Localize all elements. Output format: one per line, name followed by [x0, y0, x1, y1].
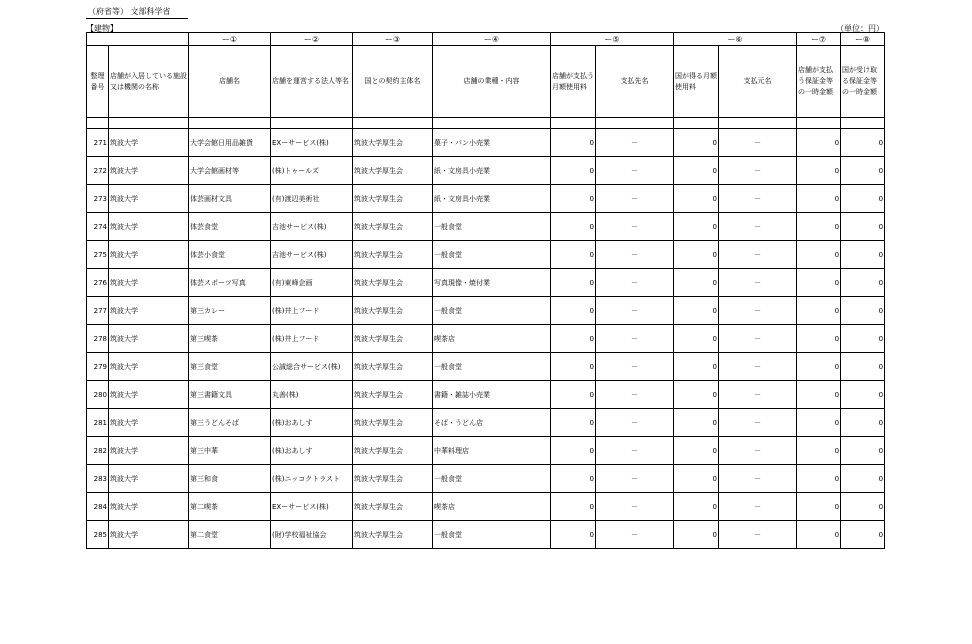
table-row	[87, 465, 885, 493]
deposit-cell: 0	[797, 521, 841, 549]
header-gov-monthly-fee: 国が得る月額使用料	[674, 46, 719, 118]
shop-name-cell: 第三喫茶	[189, 325, 271, 353]
gov-deposit-cell: 0	[841, 325, 885, 353]
gov-deposit-cell: 0	[841, 493, 885, 521]
payer-cell: －	[719, 157, 797, 185]
business-cell: 一般食堂	[433, 241, 551, 269]
payer-cell: －	[719, 213, 797, 241]
ministry-underline	[86, 18, 188, 19]
operator-cell: 公誠総合サービス(株)	[271, 353, 353, 381]
operator-cell: (財)学校福祉協会	[271, 521, 353, 549]
operator-cell: (株)おあしす	[271, 409, 353, 437]
table-row	[87, 213, 885, 241]
contract-party-cell: 筑波大学厚生会	[353, 157, 433, 185]
payee-cell: －	[596, 269, 674, 297]
gov-monthly-fee-cell: 0	[674, 241, 719, 269]
deposit-cell: 0	[797, 157, 841, 185]
payer-cell: －	[719, 409, 797, 437]
gov-deposit-cell: 0	[841, 129, 885, 157]
monthly-fee-cell: 0	[551, 269, 596, 297]
monthly-fee-cell: 0	[551, 213, 596, 241]
gov-deposit-cell: 0	[841, 521, 885, 549]
store-table	[86, 32, 885, 549]
payer-cell: －	[719, 465, 797, 493]
contract-party-cell: 筑波大学厚生会	[353, 353, 433, 381]
serial-no-cell: 275	[87, 241, 109, 269]
gov-deposit-cell: 0	[841, 353, 885, 381]
payee-cell: －	[596, 381, 674, 409]
header-shop-name: 店舗名	[189, 46, 271, 118]
table-row	[87, 185, 885, 213]
header-payer: 支払元名	[719, 46, 797, 118]
monthly-fee-cell: 0	[551, 185, 596, 213]
payee-cell: －	[596, 437, 674, 465]
contract-party-cell: 筑波大学厚生会	[353, 409, 433, 437]
operator-cell: (株)井上フード	[271, 297, 353, 325]
header-contract-party: 国との契約主体名	[353, 46, 433, 118]
business-cell: 喫茶店	[433, 493, 551, 521]
contract-party-cell: 筑波大学厚生会	[353, 129, 433, 157]
serial-no-cell: 283	[87, 465, 109, 493]
facility-cell: 筑波大学	[109, 213, 189, 241]
business-cell: 中華料理店	[433, 437, 551, 465]
operator-cell: 吉池サービス(株)	[271, 241, 353, 269]
payer-cell: －	[719, 493, 797, 521]
payee-cell: －	[596, 465, 674, 493]
shop-name-cell: 第三カレー	[189, 297, 271, 325]
gov-monthly-fee-cell: 0	[674, 325, 719, 353]
table-row	[87, 241, 885, 269]
serial-no-cell: 278	[87, 325, 109, 353]
contract-party-cell: 筑波大学厚生会	[353, 521, 433, 549]
contract-party-cell: 筑波大学厚生会	[353, 381, 433, 409]
gov-deposit-cell: 0	[841, 213, 885, 241]
shop-name-cell: 第三食堂	[189, 353, 271, 381]
payer-cell: －	[719, 437, 797, 465]
header-payee: 支払先名	[596, 46, 674, 118]
operator-cell: (株)井上フード	[271, 325, 353, 353]
serial-no-cell: 279	[87, 353, 109, 381]
gov-deposit-cell: 0	[841, 157, 885, 185]
gov-monthly-fee-cell: 0	[674, 185, 719, 213]
gov-monthly-fee-cell: 0	[674, 381, 719, 409]
gov-monthly-fee-cell: 0	[674, 521, 719, 549]
gov-monthly-fee-cell: 0	[674, 129, 719, 157]
gov-deposit-cell: 0	[841, 465, 885, 493]
gov-deposit-cell: 0	[841, 381, 885, 409]
payer-cell: －	[719, 353, 797, 381]
business-cell: 一般食堂	[433, 521, 551, 549]
column-number-1: ー①	[189, 33, 271, 46]
monthly-fee-cell: 0	[551, 297, 596, 325]
business-cell: 紙・文房具小売業	[433, 157, 551, 185]
column-label-row	[87, 46, 885, 118]
gov-monthly-fee-cell: 0	[674, 353, 719, 381]
deposit-cell: 0	[797, 437, 841, 465]
facility-cell: 筑波大学	[109, 437, 189, 465]
business-cell: 喫茶店	[433, 325, 551, 353]
shop-name-cell: 第二食堂	[189, 521, 271, 549]
payer-cell: －	[719, 241, 797, 269]
business-cell: 一般食堂	[433, 297, 551, 325]
business-cell: 一般食堂	[433, 353, 551, 381]
column-number-2: ー②	[271, 33, 353, 46]
serial-no-cell: 273	[87, 185, 109, 213]
operator-cell: 丸善(株)	[271, 381, 353, 409]
operator-cell: (株)おあしす	[271, 437, 353, 465]
gov-monthly-fee-cell: 0	[674, 493, 719, 521]
serial-no-cell: 276	[87, 269, 109, 297]
deposit-cell: 0	[797, 465, 841, 493]
table-row	[87, 353, 885, 381]
payee-cell: －	[596, 185, 674, 213]
contract-party-cell: 筑波大学厚生会	[353, 465, 433, 493]
payee-cell: －	[596, 521, 674, 549]
business-cell: そば・うどん店	[433, 409, 551, 437]
gov-deposit-cell: 0	[841, 269, 885, 297]
column-number-3: ー③	[353, 33, 433, 46]
monthly-fee-cell: 0	[551, 241, 596, 269]
monthly-fee-cell: 0	[551, 437, 596, 465]
header-blank-cell	[87, 33, 189, 46]
facility-cell: 筑波大学	[109, 185, 189, 213]
table-row	[87, 437, 885, 465]
monthly-fee-cell: 0	[551, 129, 596, 157]
contract-party-cell: 筑波大学厚生会	[353, 297, 433, 325]
serial-no-cell: 281	[87, 409, 109, 437]
monthly-fee-cell: 0	[551, 325, 596, 353]
column-number-8: ー⑧	[841, 33, 885, 46]
gov-deposit-cell: 0	[841, 241, 885, 269]
gov-deposit-cell: 0	[841, 437, 885, 465]
shop-name-cell: 体芸スポーツ写真	[189, 269, 271, 297]
shop-name-cell: 体芸食堂	[189, 213, 271, 241]
gov-monthly-fee-cell: 0	[674, 157, 719, 185]
deposit-cell: 0	[797, 409, 841, 437]
payee-cell: －	[596, 241, 674, 269]
payee-cell: －	[596, 213, 674, 241]
business-cell: 紙・文房具小売業	[433, 185, 551, 213]
operator-cell: (株)ニッコクトラスト	[271, 465, 353, 493]
gov-deposit-cell: 0	[841, 185, 885, 213]
header-facility: 店舗が入居している施設又は機関の名称	[109, 46, 189, 118]
shop-name-cell: 体芸画材文具	[189, 185, 271, 213]
shop-name-cell: 体芸小食堂	[189, 241, 271, 269]
table-row	[87, 269, 885, 297]
operator-cell: (有)東峰企画	[271, 269, 353, 297]
ministry-label: （府省等） 文部科学省	[88, 7, 171, 16]
payer-cell: －	[719, 269, 797, 297]
payer-cell: －	[719, 521, 797, 549]
column-number-6: ー⑥	[674, 33, 797, 46]
shop-name-cell: 第三書籍文具	[189, 381, 271, 409]
payer-cell: －	[719, 325, 797, 353]
operator-cell: 吉池サービス(株)	[271, 213, 353, 241]
shop-name-cell: 第三うどんそば	[189, 409, 271, 437]
contract-party-cell: 筑波大学厚生会	[353, 185, 433, 213]
section-label: 【建物】	[86, 24, 118, 33]
header-operator: 店舗を運営する法人等名	[271, 46, 353, 118]
gov-monthly-fee-cell: 0	[674, 409, 719, 437]
deposit-cell: 0	[797, 129, 841, 157]
contract-party-cell: 筑波大学厚生会	[353, 325, 433, 353]
serial-no-cell: 282	[87, 437, 109, 465]
table-row	[87, 521, 885, 549]
facility-cell: 筑波大学	[109, 409, 189, 437]
deposit-cell: 0	[797, 297, 841, 325]
deposit-cell: 0	[797, 353, 841, 381]
monthly-fee-cell: 0	[551, 465, 596, 493]
payee-cell: －	[596, 325, 674, 353]
header-monthly-fee: 店舗が支払う月額使用料	[551, 46, 596, 118]
deposit-cell: 0	[797, 381, 841, 409]
deposit-cell: 0	[797, 185, 841, 213]
deposit-cell: 0	[797, 213, 841, 241]
facility-cell: 筑波大学	[109, 241, 189, 269]
serial-no-cell: 274	[87, 213, 109, 241]
serial-no-cell: 284	[87, 493, 109, 521]
facility-cell: 筑波大学	[109, 465, 189, 493]
facility-cell: 筑波大学	[109, 381, 189, 409]
header-spacer-row	[87, 118, 885, 129]
column-number-4: ー④	[433, 33, 551, 46]
gov-monthly-fee-cell: 0	[674, 269, 719, 297]
deposit-cell: 0	[797, 241, 841, 269]
monthly-fee-cell: 0	[551, 493, 596, 521]
payer-cell: －	[719, 381, 797, 409]
shop-name-cell: 大学会館日用品雑貨	[189, 129, 271, 157]
payee-cell: －	[596, 493, 674, 521]
table-row	[87, 493, 885, 521]
serial-no-cell: 280	[87, 381, 109, 409]
table-row	[87, 129, 885, 157]
table-row	[87, 157, 885, 185]
facility-cell: 筑波大学	[109, 493, 189, 521]
header-deposit: 店舗が支払う保証金等の一時金額	[797, 46, 841, 118]
operator-cell: (株)トゥールズ	[271, 157, 353, 185]
operator-cell: EXーサービス(株)	[271, 129, 353, 157]
serial-no-cell: 272	[87, 157, 109, 185]
payee-cell: －	[596, 297, 674, 325]
monthly-fee-cell: 0	[551, 409, 596, 437]
shop-name-cell: 第二喫茶	[189, 493, 271, 521]
facility-cell: 筑波大学	[109, 157, 189, 185]
business-cell: 一般食堂	[433, 465, 551, 493]
payee-cell: －	[596, 353, 674, 381]
monthly-fee-cell: 0	[551, 521, 596, 549]
gov-monthly-fee-cell: 0	[674, 437, 719, 465]
payer-cell: －	[719, 129, 797, 157]
payer-cell: －	[719, 297, 797, 325]
deposit-cell: 0	[797, 493, 841, 521]
gov-monthly-fee-cell: 0	[674, 465, 719, 493]
facility-cell: 筑波大学	[109, 297, 189, 325]
column-number-7: ー⑦	[797, 33, 841, 46]
facility-cell: 筑波大学	[109, 129, 189, 157]
contract-party-cell: 筑波大学厚生会	[353, 241, 433, 269]
unit-label: （単位：円）	[836, 24, 884, 33]
shop-name-cell: 大学会館画材等	[189, 157, 271, 185]
payee-cell: －	[596, 157, 674, 185]
payee-cell: －	[596, 129, 674, 157]
facility-cell: 筑波大学	[109, 325, 189, 353]
contract-party-cell: 筑波大学厚生会	[353, 437, 433, 465]
serial-no-cell: 271	[87, 129, 109, 157]
payer-cell: －	[719, 185, 797, 213]
contract-party-cell: 筑波大学厚生会	[353, 269, 433, 297]
operator-cell: EXーサービス(株)	[271, 493, 353, 521]
serial-no-cell: 285	[87, 521, 109, 549]
table-row	[87, 297, 885, 325]
column-number-5: ー⑤	[551, 33, 674, 46]
shop-name-cell: 第三和食	[189, 465, 271, 493]
deposit-cell: 0	[797, 325, 841, 353]
header-gov-deposit: 国が受け取る保証金等の一時金額	[841, 46, 885, 118]
operator-cell: (有)渡辺美術社	[271, 185, 353, 213]
shop-name-cell: 第三中華	[189, 437, 271, 465]
deposit-cell: 0	[797, 269, 841, 297]
facility-cell: 筑波大学	[109, 353, 189, 381]
business-cell: 写真現像・焼付業	[433, 269, 551, 297]
column-number-row	[87, 33, 885, 46]
table-row	[87, 325, 885, 353]
table-row	[87, 409, 885, 437]
business-cell: 菓子・パン小売業	[433, 129, 551, 157]
business-cell: 書籍・雑誌小売業	[433, 381, 551, 409]
facility-cell: 筑波大学	[109, 521, 189, 549]
header-serial-no: 整理番号	[87, 46, 109, 118]
monthly-fee-cell: 0	[551, 381, 596, 409]
facility-cell: 筑波大学	[109, 269, 189, 297]
payee-cell: －	[596, 409, 674, 437]
gov-deposit-cell: 0	[841, 409, 885, 437]
table-row	[87, 381, 885, 409]
monthly-fee-cell: 0	[551, 353, 596, 381]
gov-monthly-fee-cell: 0	[674, 213, 719, 241]
contract-party-cell: 筑波大学厚生会	[353, 493, 433, 521]
contract-party-cell: 筑波大学厚生会	[353, 213, 433, 241]
monthly-fee-cell: 0	[551, 157, 596, 185]
gov-monthly-fee-cell: 0	[674, 297, 719, 325]
serial-no-cell: 277	[87, 297, 109, 325]
header-business: 店舗の業種・内容	[433, 46, 551, 118]
business-cell: 一般食堂	[433, 213, 551, 241]
gov-deposit-cell: 0	[841, 297, 885, 325]
